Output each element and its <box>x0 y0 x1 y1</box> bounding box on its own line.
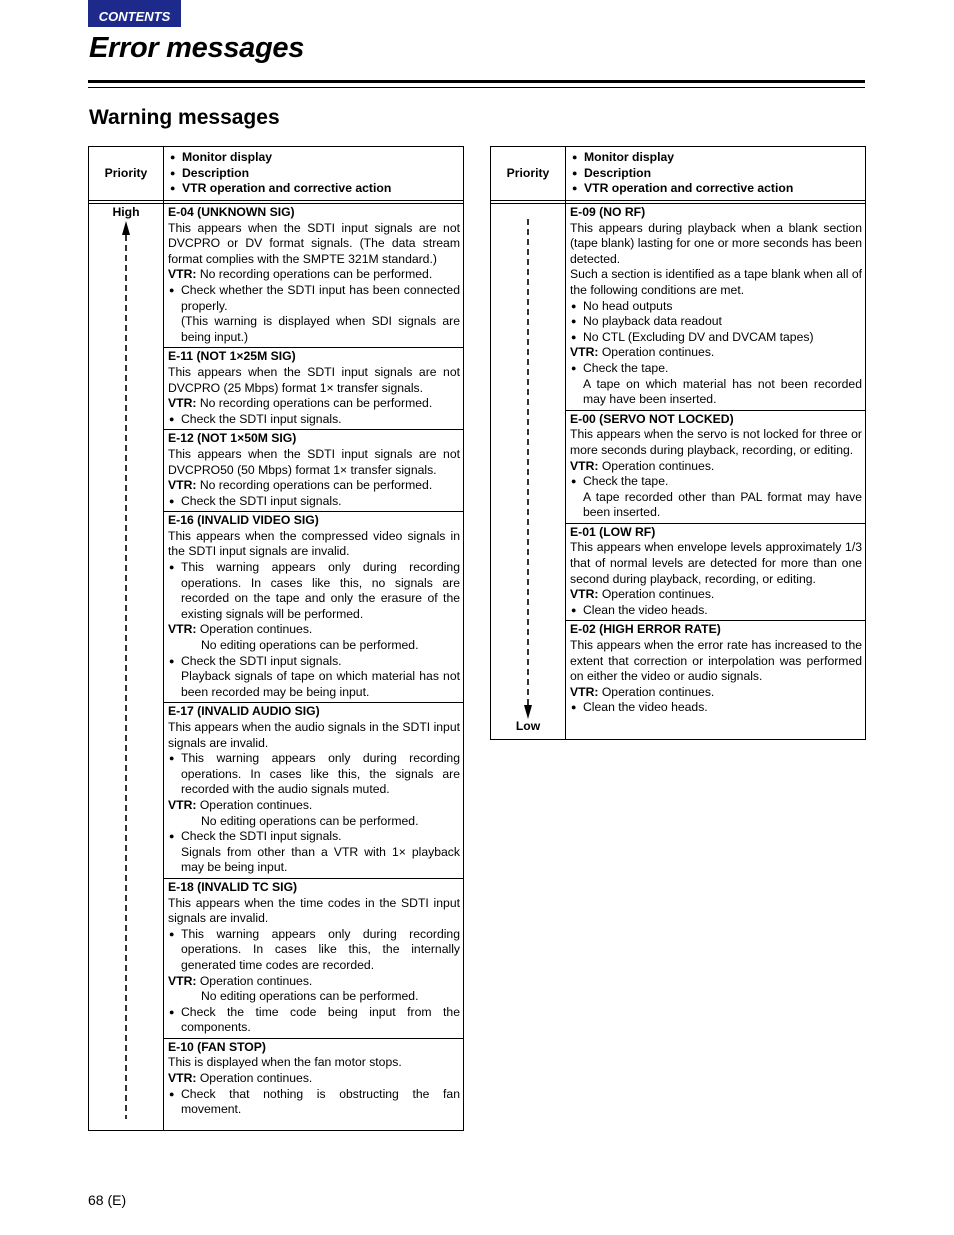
corrective-note: A tape on which material has not been recorded may have been inserted. <box>583 376 862 407</box>
warning-code: E-11 (NOT 1×25M SIG) <box>168 349 296 364</box>
vtr-operation: Operation continues. <box>601 345 715 360</box>
section-title: Warning messages <box>89 106 280 129</box>
vtr-label: VTR: <box>168 396 197 411</box>
condition-item: ● No head outputs <box>570 299 862 315</box>
warning-description: This appears when the SDTI input signals are not DVCPRO or DV format signals. (The data stream format complies with the SMPTE 321M standard.) <box>168 220 460 266</box>
warning-entry <box>164 430 463 512</box>
condition-item: ● No CTL (Excluding DV and DVCAM tapes) <box>570 330 862 346</box>
vtr-label: VTR: <box>168 478 197 493</box>
warning-table-left <box>88 146 464 1131</box>
priority-low-label: Low <box>515 719 541 733</box>
title-rule <box>88 80 865 83</box>
warning-entry <box>164 879 463 1039</box>
corrective-note: Playback signals of tape on which material has not been recorded may be being input. <box>181 669 460 699</box>
warning-table-right <box>490 146 866 740</box>
column-header-items <box>169 150 391 197</box>
priority-header: Priority <box>506 166 550 180</box>
warning-entry <box>164 348 463 430</box>
warning-description: This appears when the audio signals in the SDTI input signals are invalid. <box>168 720 460 750</box>
header-divider <box>89 200 463 201</box>
priority-high-label: High <box>112 205 140 219</box>
warning-entry <box>566 524 865 622</box>
vtr-operation: Operation continues. <box>601 458 715 473</box>
corrective-action: ● Check that nothing is obstructing the fan movement. <box>168 1087 460 1118</box>
priority-arrow-up-icon <box>89 219 163 1123</box>
page-number: 68 (E) <box>88 1192 127 1208</box>
corrective-action: ● Clean the video heads. <box>570 603 862 619</box>
warning-entry <box>164 512 463 703</box>
header-item: ● Description <box>571 166 793 182</box>
warning-note: ● This warning appears only during recording operations. In cases like this, the signals are recorded with the audio signals muted. <box>168 751 460 798</box>
vtr-label: VTR: <box>570 684 599 699</box>
warning-code: E-04 (UNKNOWN SIG) <box>168 205 295 219</box>
warning-note: ● This warning appears only during recording operations. In cases like this, no signals are recorded on the tape and only the erasure of the existing signals will be performed. <box>168 560 460 622</box>
vtr-operation-2: No editing operations can be performed. <box>201 638 419 653</box>
warning-code: E-00 (SERVO NOT LOCKED) <box>570 411 734 426</box>
warning-description: This appears when the SDTI input signals are not DVCPRO (25 Mbps) format 1× transfer signals. <box>168 364 460 395</box>
vtr-operation: Operation continues. <box>199 973 313 988</box>
warning-description: This appears when the error rate has increased to the extent that correction or interpolation was performed on either the video or audio signals. <box>570 638 862 684</box>
corrective-note: A tape recorded other than PAL format may have been inserted. <box>583 489 862 520</box>
entries-right <box>566 204 865 718</box>
vtr-label: VTR: <box>168 622 197 637</box>
vtr-operation-2: No editing operations can be performed. <box>201 989 419 1004</box>
vtr-label: VTR: <box>168 1071 197 1086</box>
vtr-operation: No recording operations can be performed. <box>199 478 433 493</box>
entries-left <box>164 204 463 1120</box>
corrective-note: (This warning is displayed when SDI signals are being input.) <box>181 314 460 344</box>
corrective-action: ● Check the tape. <box>570 361 862 377</box>
corrective-action: ● Check the SDTI input signals. <box>168 829 460 845</box>
warning-description-2: Such a section is identified as a tape blank when all of the following conditions are met. <box>570 267 863 297</box>
header-item: ● Monitor display <box>571 150 793 166</box>
vtr-operation: Operation continues. <box>199 1071 313 1086</box>
corrective-note: Signals from other than a VTR with 1× playback may be being input. <box>181 844 460 875</box>
warning-description: This appears when the compressed video signals in the SDTI input signals are invalid. <box>168 528 460 559</box>
warning-description: This appears when the SDTI input signals are not DVCPRO50 (50 Mbps) format 1× transfer signals. <box>168 446 460 477</box>
title-rule-thin <box>88 87 865 88</box>
corrective-action: ● Check the time code being input from the components. <box>168 1005 460 1036</box>
corrective-action: ● Check whether the SDTI input has been connected properly. <box>168 283 460 314</box>
corrective-action: ● Check the SDTI input signals. <box>168 654 460 670</box>
warning-code: E-02 (HIGH ERROR RATE) <box>570 622 721 637</box>
page-title: Error messages <box>89 32 305 64</box>
vtr-label: VTR: <box>570 458 599 473</box>
header-item: ● VTR operation and corrective action <box>169 181 391 197</box>
header-item: ● Description <box>169 166 391 182</box>
vtr-operation: No recording operations can be performed. <box>199 267 433 282</box>
warning-code: E-17 (INVALID AUDIO SIG) <box>168 704 320 719</box>
warning-entry <box>566 204 865 411</box>
warning-entry <box>164 204 463 348</box>
vtr-operation-2: No editing operations can be performed. <box>201 813 419 828</box>
vtr-label: VTR: <box>168 797 197 812</box>
vtr-label: VTR: <box>168 267 197 282</box>
vtr-operation: Operation continues. <box>601 587 715 602</box>
warning-code: E-09 (NO RF) <box>570 205 646 219</box>
warning-entry <box>164 1039 463 1120</box>
vtr-label: VTR: <box>570 345 599 360</box>
vtr-operation: Operation continues. <box>199 622 313 637</box>
warning-description: This is displayed when the fan motor stops. <box>168 1055 402 1070</box>
warning-code: E-12 (NOT 1×50M SIG) <box>168 431 297 446</box>
header-item: ● Monitor display <box>169 150 391 166</box>
warning-description: This appears when envelope levels approximately 1/3 that of normal levels are detected for more than one second during playback, recording, or editing. <box>570 540 862 586</box>
column-header-items <box>571 150 793 197</box>
warning-entry <box>164 703 463 879</box>
contents-button[interactable]: CONTENTS <box>88 0 181 27</box>
header-item: ● VTR operation and corrective action <box>571 181 793 197</box>
corrective-action: ● Clean the video heads. <box>570 700 862 716</box>
warning-note: ● This warning appears only during recording operations. In cases like this, the internally generated time codes are recorded. <box>168 927 460 974</box>
corrective-action: ● Check the SDTI input signals. <box>168 494 460 510</box>
vtr-label: VTR: <box>570 587 599 602</box>
corrective-action: ● Check the SDTI input signals. <box>168 412 460 428</box>
priority-arrow-down-icon <box>491 217 565 721</box>
vtr-operation: Operation continues. <box>601 684 715 699</box>
header-divider <box>491 200 865 201</box>
warning-description: This appears during playback when a blank section (tape blank) lasting for one or more seconds has been detected. <box>570 220 862 266</box>
warning-code: E-01 (LOW RF) <box>570 524 656 539</box>
vtr-label: VTR: <box>168 973 197 988</box>
priority-header: Priority <box>104 166 148 180</box>
warning-description: This appears when the servo is not locked for three or more seconds during playback, recording, or editing. <box>570 427 862 457</box>
vtr-operation: No recording operations can be performed. <box>199 396 433 411</box>
warning-code: E-10 (FAN STOP) <box>168 1039 266 1054</box>
corrective-action: ● Check the tape. <box>570 474 862 490</box>
warning-code: E-18 (INVALID TC SIG) <box>168 879 298 894</box>
warning-code: E-16 (INVALID VIDEO SIG) <box>168 513 319 528</box>
warning-description: This appears when the time codes in the SDTI input signals are invalid. <box>168 895 460 926</box>
warning-entry <box>566 411 865 524</box>
vtr-operation: Operation continues. <box>199 797 313 812</box>
warning-entry <box>566 621 865 718</box>
condition-item: ● No playback data readout <box>570 314 862 330</box>
